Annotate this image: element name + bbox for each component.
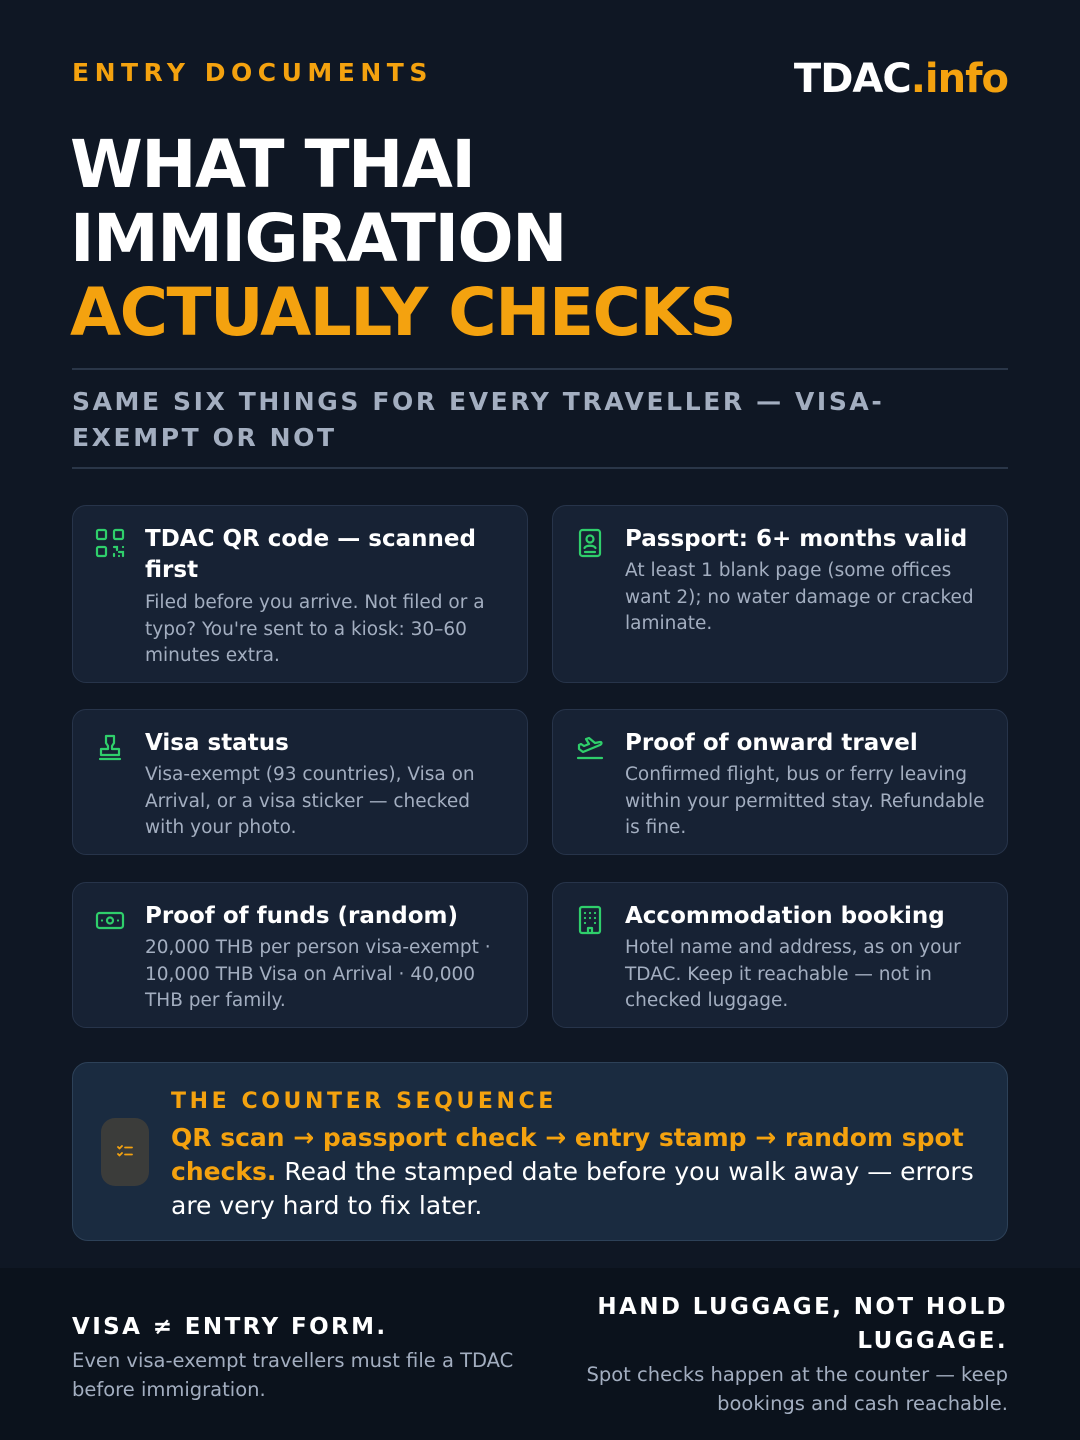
- callout-label: THE COUNTER SEQUENCE: [171, 1089, 557, 1114]
- hotel-building-icon: [575, 905, 605, 935]
- plane-departure-icon: [575, 732, 605, 762]
- banknote-icon: [95, 905, 125, 935]
- headline-highlight: ACTUALLY CHECKS: [70, 274, 736, 351]
- check-description: Visa-exempt (93 countries), Visa on Arrival, or a visa sticker — checked with your photo.: [145, 764, 475, 838]
- headline: [70, 128, 1010, 350]
- divider-bottom: [72, 467, 1008, 469]
- check-description: Confirmed flight, bus or ferry leaving within your permitted stay. Refundable is fine.: [625, 764, 985, 838]
- check-card-passport: [552, 505, 1008, 683]
- checklist-icon: [101, 1118, 149, 1186]
- headline-line-1: WHAT THAI: [70, 126, 475, 203]
- check-description: Hotel name and address, as on your TDAC. Keep it reachable — not in checked luggage.: [625, 937, 961, 1011]
- check-title: Visa status: [145, 730, 289, 756]
- check-card-onward-travel: [552, 709, 1008, 855]
- footer-left-text: Even visa-exempt travellers must file a TDAC before immigration.: [72, 1349, 514, 1401]
- check-title: Proof of funds (random): [145, 903, 459, 929]
- brand-accent: .info: [910, 56, 1008, 102]
- subtitle: SAME SIX THINGS FOR EVERY TRAVELLER — VISA-EXEMPT OR NOT: [72, 387, 885, 452]
- check-description: Filed before you arrive. Not filed or a typo? You're sent to a kiosk: 30–60 minutes extra.: [145, 592, 485, 666]
- footer-right-text: Spot checks happen at the counter — keep bookings and cash reachable.: [586, 1363, 1008, 1415]
- footer: [0, 1268, 1080, 1440]
- footer-note-luggage: [538, 1290, 1008, 1418]
- footer-left-title: VISA ≠ ENTRY FORM.: [72, 1314, 388, 1340]
- footer-right-title: HAND LUGGAGE, NOT HOLD LUGGAGE.: [597, 1294, 1008, 1354]
- check-title: Proof of onward travel: [625, 730, 918, 756]
- check-title: Passport: 6+ months valid: [625, 526, 968, 552]
- qr-code-icon: [95, 528, 125, 558]
- headline-line-2: IMMIGRATION: [70, 200, 566, 277]
- check-title: TDAC QR code — scanned first: [145, 526, 476, 583]
- passport-icon: [575, 528, 605, 558]
- callout-text: Read the stamped date before you walk away — errors are very hard to fix later.: [171, 1157, 974, 1220]
- check-card-proof-of-funds: [72, 882, 528, 1028]
- counter-sequence-callout: [72, 1062, 1008, 1241]
- footer-note-visa: [72, 1310, 542, 1404]
- stamp-icon: [95, 732, 125, 762]
- check-card-tdac-qr: [72, 505, 528, 683]
- callout-highlight: QR scan → passport check → entry stamp → random spot checks.: [171, 1123, 964, 1186]
- kicker: ENTRY DOCUMENTS: [72, 58, 433, 87]
- check-card-visa-status: [72, 709, 528, 855]
- callout-body: [171, 1121, 991, 1223]
- check-title: Accommodation booking: [625, 903, 945, 929]
- check-description: 20,000 THB per person visa-exempt · 10,000 THB Visa on Arrival · 40,000 THB per family.: [145, 937, 491, 1011]
- divider-top: [72, 368, 1008, 370]
- brand-logo[interactable]: [794, 56, 1008, 102]
- brand-main: TDAC: [793, 56, 911, 102]
- check-card-accommodation: [552, 882, 1008, 1028]
- check-description: At least 1 blank page (some offices want 2); no water damage or cracked laminate.: [625, 560, 974, 634]
